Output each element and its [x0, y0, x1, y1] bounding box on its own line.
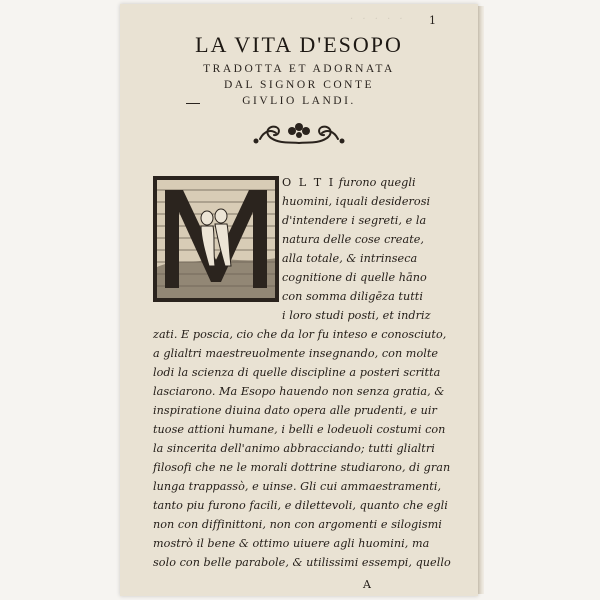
body-line-18: tanto piu furono facili, e dilettevoli, quanto che egli: [153, 499, 448, 512]
body-line-5: alla totale, & intrinseca: [282, 252, 418, 265]
body-line-12: lasciarono. Ma Esopo hauendo non senza gratia, &: [153, 385, 445, 398]
catchword: A: [363, 578, 371, 591]
body-line-8: i loro studi posti, et indriz: [282, 309, 431, 322]
body-line-14: tuose attioni humane, i belli e lodeuoli costumi con: [153, 423, 446, 436]
subtitle-line-3: GIVLIO LANDI.: [242, 95, 356, 107]
subtitle-line-1: TRADOTTA ET ADORNATA: [203, 63, 395, 75]
body-text: furono quegli: [338, 176, 416, 189]
body-line-17: lunga trappassò, e uinse. Gli cui ammaestramenti,: [153, 480, 442, 493]
body-line-7: con somma diligēza tutti: [282, 290, 423, 303]
body-line-16: filosofi che ne le morali dottrine studiarono, di gran: [153, 461, 451, 474]
page-title: LA VITA D'ESOPO: [195, 32, 403, 57]
page-edge: [478, 6, 484, 594]
body-line-10: a glialtri maestreuolmente insegnando, con molte: [153, 347, 439, 360]
body-line-4: natura delle cose create,: [282, 233, 425, 246]
body-line-1: [282, 176, 416, 189]
fleuron-ornament-icon: [250, 117, 348, 151]
decorated-initial: [153, 176, 279, 302]
page-number: 1: [429, 14, 436, 27]
body-line-15: la sincerita dell'animo abbracciando; tutti glialtri: [153, 442, 435, 455]
body-line-9: zati. E poscia, cio che da lor fu inteso e conosciuto,: [153, 328, 447, 341]
bleed-through-text: · · · · ·: [350, 14, 406, 25]
body-line-2: huomini, iquali desiderosi: [282, 195, 431, 208]
body-line-11: lodi la scienza di quelle discipline a posteri scritta: [153, 366, 441, 379]
book-page: [120, 4, 478, 596]
body-line-21: solo con belle parabole, & utilissimi essempi, quello: [153, 556, 451, 569]
body-line-3: d'intendere i segreti, e la: [282, 214, 427, 227]
subtitle-line-2: DAL SIGNOR CONTE: [223, 79, 375, 91]
lead-capitals: O L T I: [282, 176, 336, 189]
body-line-6: cognitione di quelle hāno: [282, 271, 427, 284]
body-line-19: non con diffinittoni, non con argomenti e silogismi: [153, 518, 442, 531]
woodcut-illustration: [155, 178, 277, 300]
body-line-20: mostrò il bene & ottimo uiuere agli huomini, ma: [153, 537, 430, 550]
dash-mark: [186, 103, 200, 104]
body-line-13: inspiratione diuina dato opera alle prudenti, e uir: [153, 404, 437, 417]
